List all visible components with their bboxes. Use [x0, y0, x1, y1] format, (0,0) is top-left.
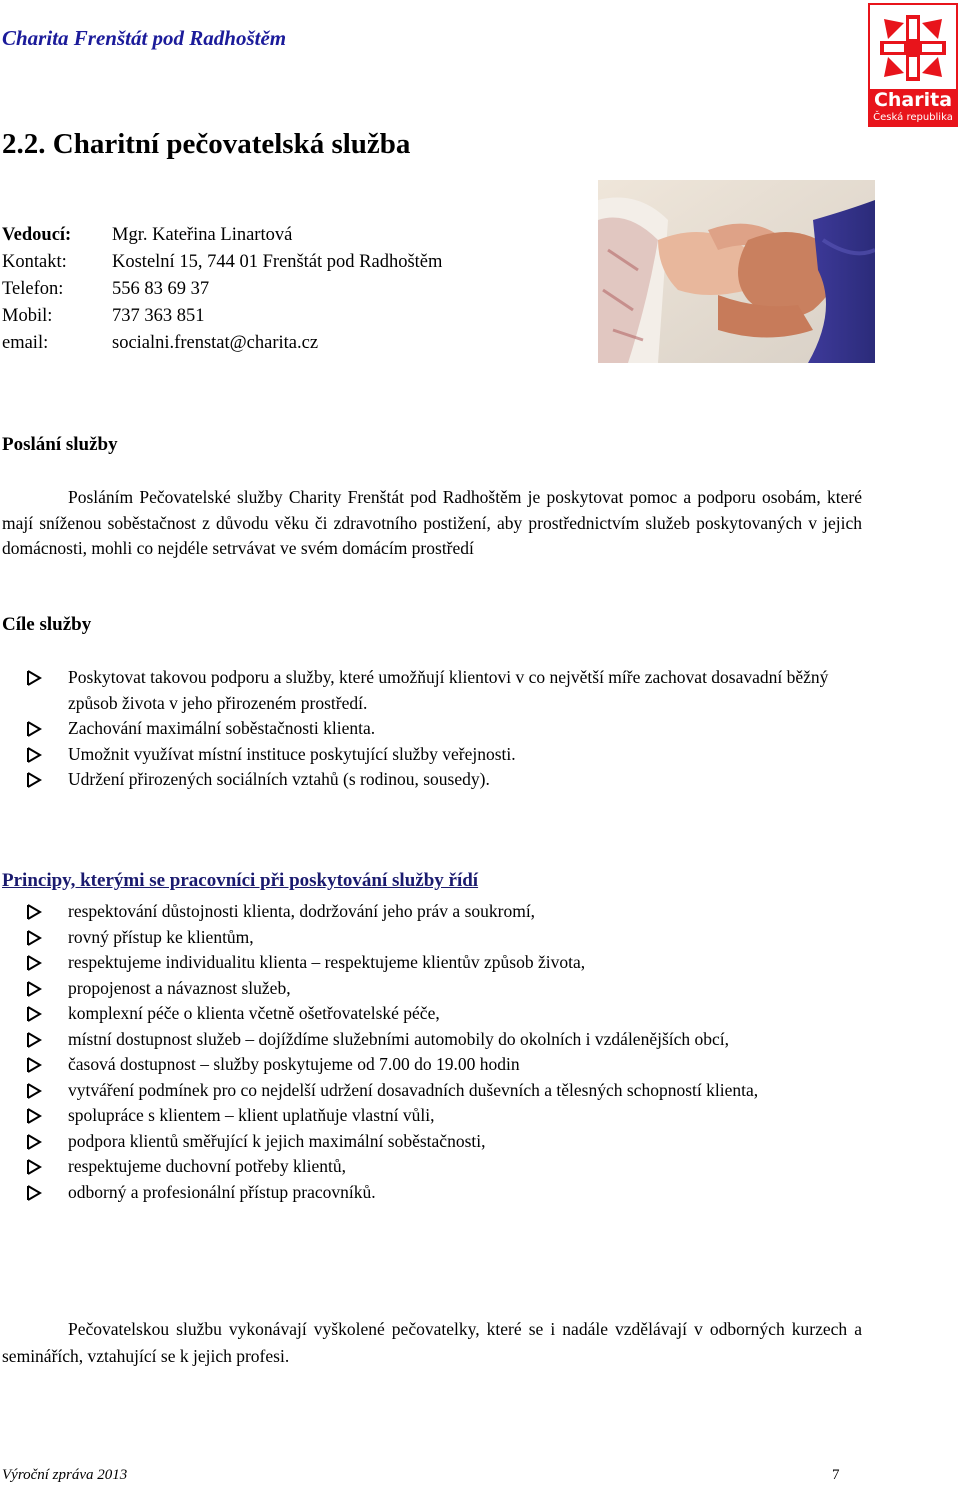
- contact-row-mobile: [2, 303, 442, 330]
- footer-page-number: 7: [832, 1467, 840, 1483]
- list-item: rovný přístup ke klientům,: [24, 925, 784, 951]
- arrow-bullet-icon: [24, 1027, 48, 1052]
- contact-label: Vedoucí:: [2, 225, 72, 245]
- contact-row-phone: [2, 276, 442, 303]
- list-item: propojenost a návaznost služeb,: [24, 976, 784, 1002]
- list-item: respektování důstojnosti klienta, dodržování jeho práv a soukromí,: [24, 899, 784, 925]
- list-item: komplexní péče o klienta včetně ošetřovatelské péče,: [24, 1001, 784, 1027]
- arrow-bullet-icon: [24, 1078, 48, 1103]
- contact-row-address: [2, 249, 442, 276]
- contact-value: 737 363 851: [112, 306, 205, 326]
- list-item: respektujeme duchovní potřeby klientů,: [24, 1154, 784, 1180]
- charita-logo: [868, 3, 958, 127]
- arrow-bullet-icon: [24, 950, 48, 975]
- holding-hands-photo: [598, 180, 875, 363]
- arrow-bullet-icon: [24, 899, 48, 924]
- list-item: časová dostupnost – služby poskytujeme od 7.00 do 19.00 hodin: [24, 1052, 784, 1078]
- principles-list: [24, 899, 784, 1205]
- list-item: podpora klientů směřující k jejich maximální soběstačnosti,: [24, 1129, 784, 1155]
- logo-brand-text: Charita: [870, 89, 956, 111]
- contact-value: Kostelní 15, 744 01 Frenštát pod Radhoštěm: [112, 252, 443, 272]
- closing-paragraph: Pečovatelskou službu vykonávají vyškolené pečovatelky, které se i nadále vzdělávají v odborných kurzech a seminářích, vztahující se k jejich profesi.: [2, 1319, 862, 1366]
- arrow-bullet-icon: [24, 1052, 48, 1077]
- arrow-bullet-icon: [24, 716, 48, 741]
- contact-label: Kontakt:: [2, 252, 67, 272]
- list-item: Udržení přirozených sociálních vztahů (s rodinou, sousedy).: [24, 767, 862, 793]
- goals-list: [24, 665, 862, 793]
- contact-value: 556 83 69 37: [112, 279, 210, 299]
- list-item: Zachování maximální soběstačnosti klienta.: [24, 716, 862, 742]
- logo-country-text: Česká republika: [870, 111, 956, 125]
- arrow-bullet-icon: [24, 1154, 48, 1179]
- list-item: vytváření podmínek pro co nejdelší udržení dosavadních duševních a tělesných schopností klienta,: [24, 1078, 784, 1104]
- contact-block: [2, 222, 442, 357]
- contact-row-manager: [2, 222, 442, 249]
- header-organization: Charita Frenštát pod Radhoštěm: [2, 26, 287, 50]
- principles-heading: Principy, kterými se pracovníci při poskytování služby řídí: [2, 870, 479, 891]
- contact-label: Mobil:: [2, 306, 53, 326]
- list-item: odborný a profesionální přístup pracovníků.: [24, 1180, 784, 1206]
- list-item: respektujeme individualitu klienta – respektujeme klientův způsob života,: [24, 950, 784, 976]
- list-item: místní dostupnost služeb – dojíždíme služebními automobily do okolních i vzdálenějších obcí,: [24, 1027, 784, 1053]
- list-item: spolupráce s klientem – klient uplatňuje vlastní vůli,: [24, 1103, 784, 1129]
- footer-report-title: Výroční zpráva 2013: [2, 1467, 128, 1483]
- arrow-bullet-icon: [24, 925, 48, 950]
- goals-heading: Cíle služby: [2, 614, 92, 635]
- mission-heading: Poslání služby: [2, 434, 118, 455]
- list-item: Umožnit využívat místní instituce poskytující služby veřejnosti.: [24, 742, 862, 768]
- contact-label: Telefon:: [2, 279, 64, 299]
- contact-value: Mgr. Kateřina Linartová: [112, 225, 293, 245]
- contact-value: socialni.frenstat@charita.cz: [112, 333, 319, 353]
- section-title: 2.2. Charitní pečovatelská služba: [2, 128, 411, 160]
- arrow-bullet-icon: [24, 1129, 48, 1154]
- arrow-bullet-icon: [24, 1001, 48, 1026]
- arrow-bullet-icon: [24, 742, 48, 767]
- arrow-bullet-icon: [24, 665, 48, 690]
- arrow-bullet-icon: [24, 1180, 48, 1205]
- contact-label: email:: [2, 333, 49, 353]
- arrow-bullet-icon: [24, 976, 48, 1001]
- contact-row-email: [2, 330, 442, 357]
- list-item: Poskytovat takovou podporu a služby, které umožňují klientovi v co největší míře zachovat dosavadní běžný způsob života v jeho přirozeném prostředí.: [24, 665, 862, 716]
- arrow-bullet-icon: [24, 767, 48, 792]
- arrow-bullet-icon: [24, 1103, 48, 1128]
- mission-paragraph: Posláním Pečovatelské služby Charity Frenštát pod Radhoštěm je poskytovat pomoc a podporu osobám, které mají sníženou soběstačnost z důvodu věku či zdravotního postižení, aby prostřednictvím služeb poskytovaných v jejich domácnosti, mohli co nejdéle setrvávat ve svém domácím prostředí: [2, 487, 862, 558]
- charita-cross-icon: [876, 11, 950, 85]
